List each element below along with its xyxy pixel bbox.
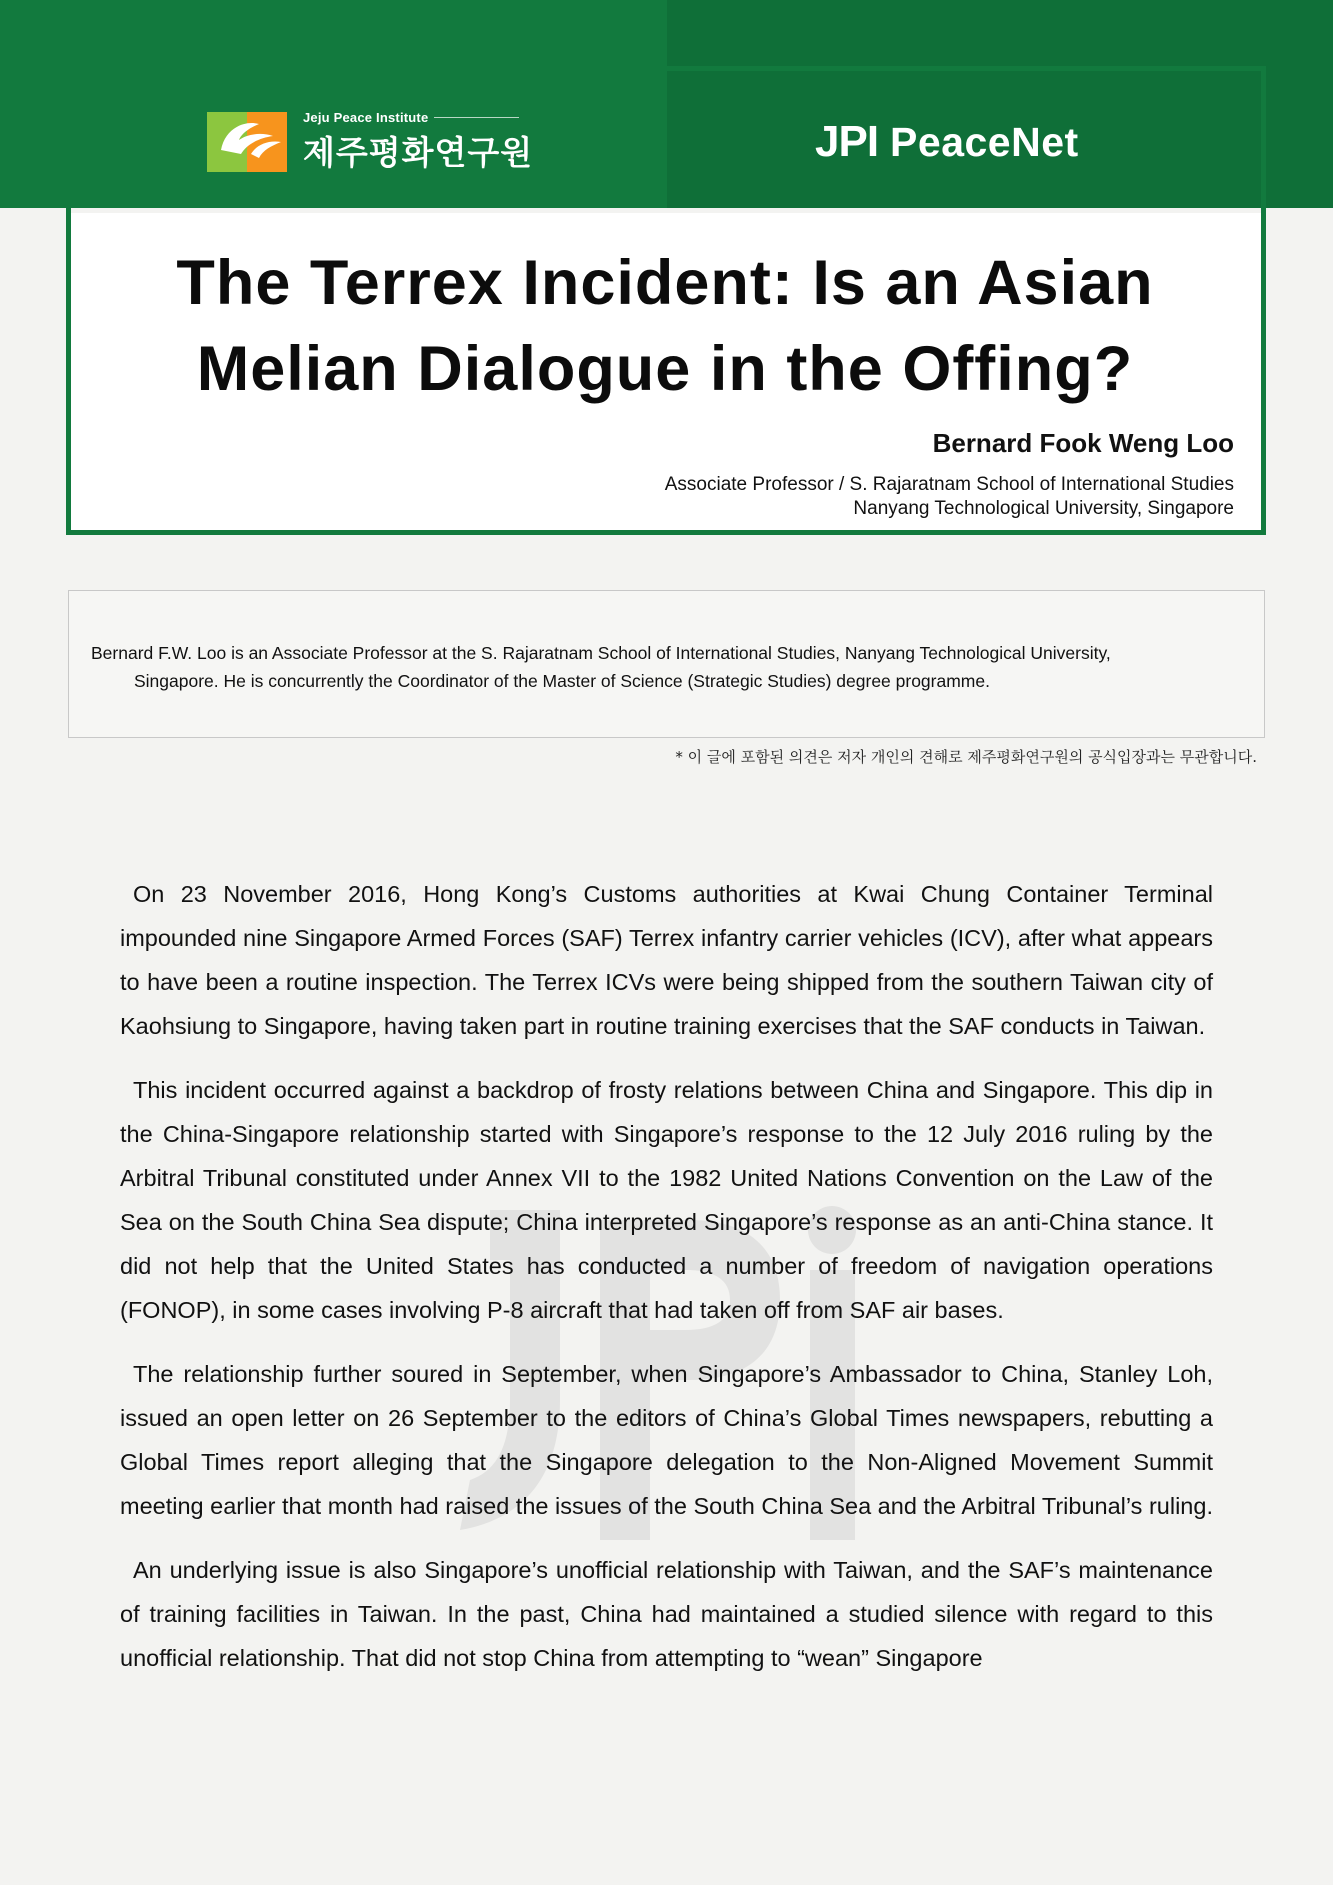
author-name: Bernard Fook Weng Loo	[932, 428, 1234, 458]
peacenet-brand: PeaceNet	[890, 118, 1079, 165]
dove-logo-icon	[207, 110, 293, 174]
article-title	[110, 240, 1220, 412]
jpi-logo-mark: JPI	[815, 117, 879, 166]
institute-name-en: Jeju Peace Institute	[303, 110, 429, 125]
institute-name-ko: 제주평화연구원	[303, 133, 534, 172]
peacenet-logo	[815, 117, 1079, 167]
disclaimer-note: * 이 글에 포함된 의견은 저자 개인의 견해로 제주평화연구원의 공식입장과는 무관합니다.	[675, 748, 1257, 766]
paragraph-2: This incident occurred against a backdrop of frosty relations between China and Singapore. This dip in the China-Singapore relationship started with Singapore’s response to the 12 July 2016 ruling by the Arbitral Tribunal constituted under Annex VII to the 1982 United Nations Convention on the Law of the Sea on the South China Sea dispute; China interpreted Singapore’s response as an anti-China stance. It did not help that the United States has conducted a number of freedom of navigation operations (FONOP), in some cases involving P-8 aircraft that had taken off from SAF air bases.	[120, 1077, 1213, 1323]
author-bio-line-1: Bernard F.W. Loo is an Associate Professor at the S. Rajaratnam School of International Studies, Nanyang Technological University,	[91, 643, 1111, 663]
paragraph-4: An underlying issue is also Singapore’s unofficial relationship with Taiwan, and the SAF’s maintenance of training facilities in Taiwan. In the past, China had maintained a studied silence with regard to this unofficial relationship. That did not stop China from attempting to “wean” Singapore	[120, 1557, 1213, 1671]
author-bio	[91, 639, 1241, 695]
jeju-peace-institute-logo	[207, 110, 533, 174]
author-bio-line-2: Singapore. He is concurrently the Coordinator of the Master of Science (Strategic Studies) degree programme.	[134, 671, 990, 691]
author-bio-box	[68, 590, 1265, 738]
article-title-line-1: The Terrex Incident: Is an Asian	[176, 248, 1154, 318]
author-affiliation	[665, 473, 1234, 521]
paragraph-1: On 23 November 2016, Hong Kong’s Customs authorities at Kwai Chung Container Terminal impounded nine Singapore Armed Forces (SAF) Terrex infantry carrier vehicles (ICV), after what appears to have been a routine inspection. The Terrex ICVs were being shipped from the southern Taiwan city of Kaohsiung to Singapore, having taken part in routine training exercises that the SAF conducts in Taiwan.	[120, 881, 1213, 1039]
affiliation-line-2: Nanyang Technological University, Singapore	[853, 498, 1234, 519]
article-title-line-2: Melian Dialogue in the Offing?	[196, 334, 1134, 404]
paragraph-3: The relationship further soured in September, when Singapore’s Ambassador to China, Stanley Loh, issued an open letter on 26 September to the editors of China’s Global Times newspapers, rebutting a Global Times report alleging that the Singapore delegation to the Non-Aligned Movement Summit meeting earlier that month had raised the issues of the South China Sea and the Arbitral Tribunal’s ruling.	[120, 1361, 1213, 1519]
article-body	[120, 872, 1213, 1700]
affiliation-line-1: Associate Professor / S. Rajaratnam School of International Studies	[664, 474, 1234, 495]
